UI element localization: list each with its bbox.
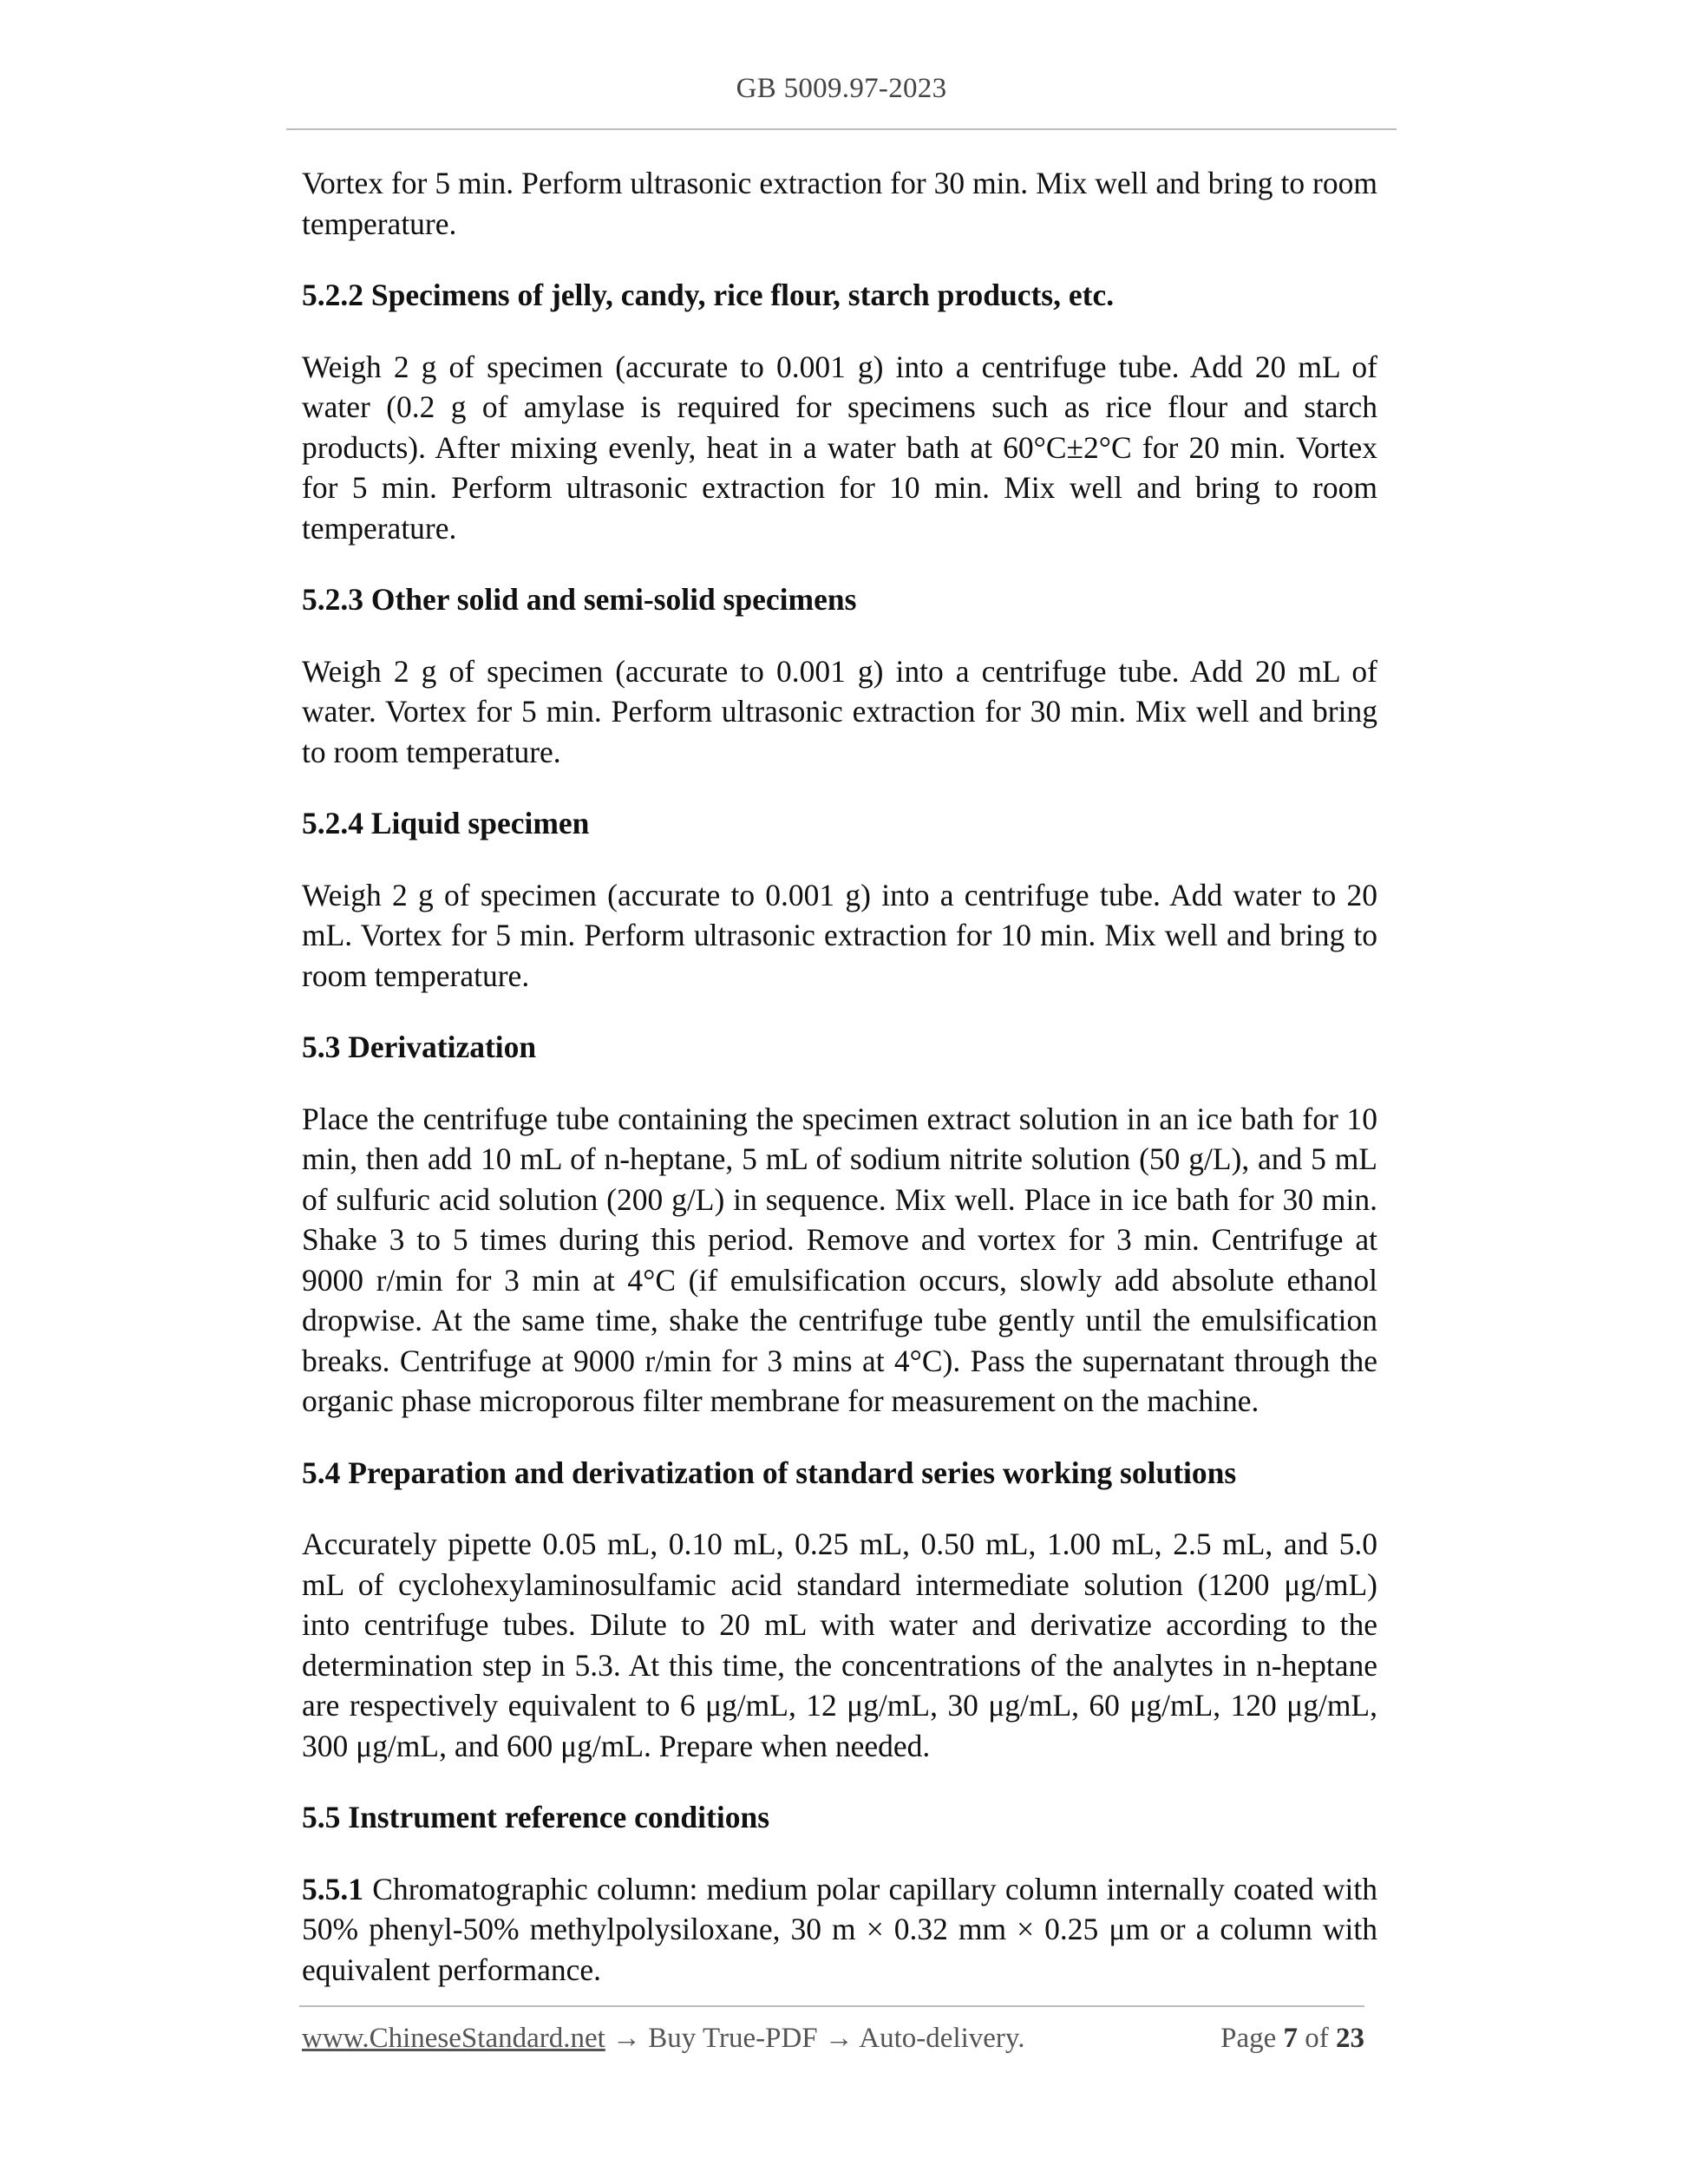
page-total: 23: [1336, 2023, 1364, 2054]
of-word: of: [1298, 2023, 1336, 2054]
heading-5-2-2: 5.2.2 Specimens of jelly, candy, rice flour, starch products, etc.: [302, 278, 1115, 312]
paragraph-5-2-3: Weigh 2 g of specimen (accurate to 0.001 g) into a centrifuge tube. Add 20 mL of water. Vortex for 5 min. Perform ultrasonic extraction for 30 min. Mix well and bring to room temperature.: [302, 653, 1377, 769]
paragraph-5-2-4: Weigh 2 g of specimen (accurate to 0.001 g) into a centrifuge tube. Add water to 20 mL. Vortex for 5 min. Perform ultrasonic extraction for 10 min. Mix well and bring to room temperature.: [302, 877, 1377, 993]
header-divider: [286, 128, 1397, 130]
heading-5-5: 5.5 Instrument reference conditions: [302, 1800, 770, 1834]
heading-5-3: 5.3 Derivatization: [302, 1030, 537, 1064]
document-body: [302, 163, 1377, 2021]
footer-left: [302, 2023, 1025, 2055]
clause-number: 5.5.1: [302, 1871, 363, 1906]
page-word: Page: [1220, 2023, 1284, 2054]
paragraph-continuation: Vortex for 5 min. Perform ultrasonic extraction for 30 min. Mix well and bring to room temperature.: [302, 166, 1377, 241]
page-footer: [302, 2023, 1364, 2055]
footer-tagline: → Buy True-PDF → Auto-delivery.: [605, 2023, 1025, 2054]
paragraph-5-5-1: [302, 1869, 1377, 1991]
paragraph-5-3: Place the centrifuge tube containing the specimen extract solution in an ice bath for 10 min, then add 10 mL of n-heptane, 5 mL of sodium nitrite solution (50 g/L), and 5 mL of sulfuric acid solution (200 g/L) in sequence. Mix well. Place in ice bath for 30 min. Shake 3 to 5 times during this period. Remove and vortex for 3 min. Centrifuge at 9000 r/min for 3 min at 4°C (if emulsification occurs, slowly add absolute ethanol dropwise. At the same time, shake the centrifuge tube gently until the emulsification breaks. Centrifuge at 9000 r/min for 3 mins at 4°C). Pass the supernatant through the organic phase microporous filter membrane for measurement on the machine.: [302, 1101, 1377, 1418]
footer-divider: [299, 2005, 1364, 2007]
website-link[interactable]: www.ChineseStandard.net: [302, 2023, 605, 2054]
heading-5-2-3: 5.2.3 Other solid and semi-solid specimens: [302, 582, 857, 617]
paragraph-5-4: Accurately pipette 0.05 mL, 0.10 mL, 0.25 mL, 0.50 mL, 1.00 mL, 2.5 mL, and 5.0 mL of cyclohexylaminosulfamic acid standard intermediate solution (1200 μg/mL) into centrifuge tubes. Dilute to 20 mL with water and derivatize according to the determination step in 5.3. At this time, the concentrations of the analytes in n-heptane are respectively equivalent to 6 μg/mL, 12 μg/mL, 30 μg/mL, 60 μg/mL, 120 μg/mL, 300 μg/mL, and 600 μg/mL. Prepare when needed.: [302, 1527, 1377, 1763]
clause-text: Chromatographic column: medium polar capillary column internally coated with 50% phenyl-50% methylpolysiloxane, 30 m × 0.32 mm × 0.25 μm or a column with equivalent performance.: [302, 1871, 1377, 1987]
heading-5-4: 5.4 Preparation and derivatization of standard series working solutions: [302, 1455, 1237, 1490]
page-indicator: [1220, 2023, 1364, 2055]
page-number: 7: [1283, 2023, 1298, 2054]
paragraph-5-2-2: Weigh 2 g of specimen (accurate to 0.001 g) into a centrifuge tube. Add 20 mL of water (0.2 g of amylase is required for specimens such as rice flour and starch products). After mixing evenly, heat in a water bath at 60°C±2°C for 20 min. Vortex for 5 min. Perform ultrasonic extraction for 10 min. Mix well and bring to room temperature.: [302, 349, 1377, 546]
heading-5-2-4: 5.2.4 Liquid specimen: [302, 806, 590, 840]
page-header: GB 5009.97-2023: [736, 73, 947, 104]
